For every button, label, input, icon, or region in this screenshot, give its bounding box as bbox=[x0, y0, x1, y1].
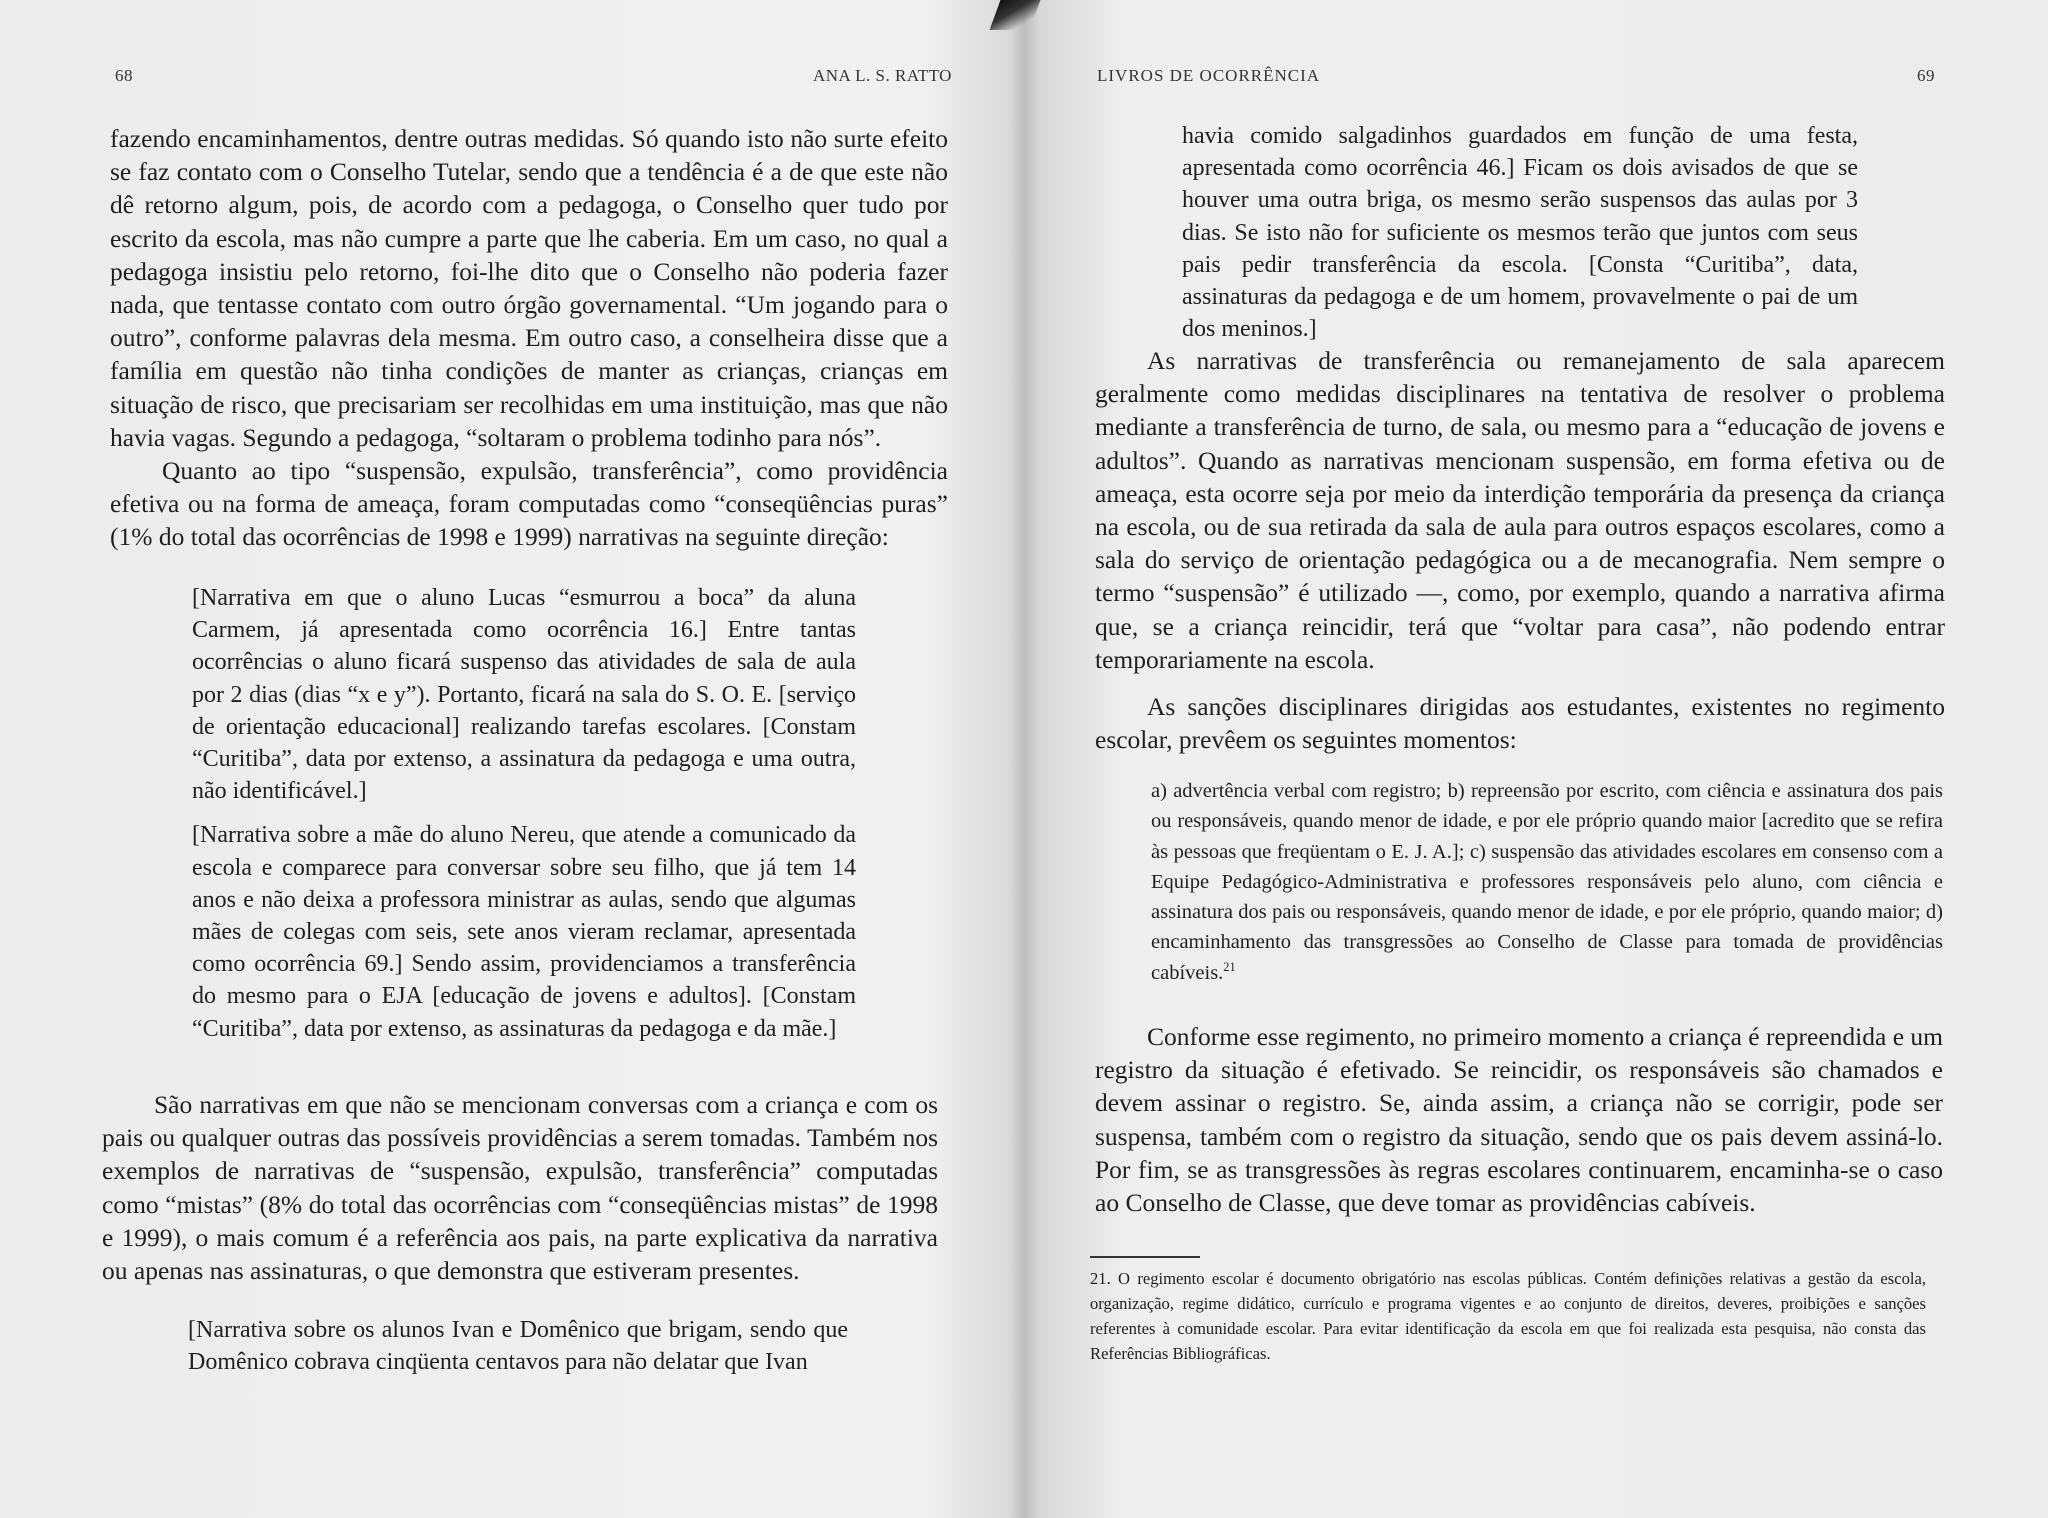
right-paragraph-3: Conforme esse regimento, no primeiro momento a criança é repreendida e um registro da situação é efetivado. Se reincidir, os responsáveis são chamados e devem assinar o registro. Se, ainda assim, a criança não se corrigir, pode ser suspensa, também com o registro da situação, sendo que os pais devem assiná-lo. Por fim, se as transgressões às regras escolares continuarem, encaminha-se o caso ao Conselho de Classe, que deve tomar as providências cabíveis. bbox=[1095, 1022, 1943, 1218]
left-body-block-2 bbox=[102, 1088, 938, 1287]
right-running-head: LIVROS DE OCORRÊNCIA bbox=[1097, 66, 1321, 85]
block-quote-1: [Narrativa em que o aluno Lucas “esmurrou a boca” da aluna Carmem, já apresentada como ocorrência 16.] Entre tantas ocorrências o aluno ficará suspenso das atividades de sala de aula por 2 dias (dias “x e y”). Portanto, ficará na sala do S. O. E. [serviço de orientação educacional] realizando tarefas escolares. [Constam “Curitiba”, data por extenso, a assinatura da pedagoga e uma outra, não identificável.] bbox=[192, 585, 856, 805]
left-body-block-1 bbox=[110, 122, 948, 554]
left-quote-3-wrap bbox=[188, 1314, 848, 1390]
right-paragraph-2: As sanções disciplinares dirigidas aos estudantes, existentes no regimento escolar, prevêem os seguintes momentos: bbox=[1095, 692, 1945, 755]
left-running-head: ANA L. S. RATTO bbox=[813, 66, 952, 85]
footnote-rule bbox=[1090, 1256, 1200, 1258]
left-page-number: 68 bbox=[115, 66, 133, 85]
left-paragraph-3: São narrativas em que não se mencionam conversas com a criança e com os pais ou qualquer outras das possíveis providências a serem tomadas. Também nos exemplos de narrativas de “suspensão, expulsão, transferência” computadas como “mistas” (8% do total das ocorrências com “conseqüências mistas” de 1998 e 1999), o mais comum é a referência aos pais, na parte explicativa da narrativa ou apenas nas assinaturas, o que demonstra que estiveram presentes. bbox=[102, 1090, 938, 1286]
right-body-block-2 bbox=[1095, 1020, 1943, 1219]
footnote-mark: 21 bbox=[1223, 959, 1236, 974]
right-page-number: 69 bbox=[1917, 66, 1935, 85]
block-quote-continued: havia comido salgadinhos guardados em função de uma festa, apresentada como ocorrência 46.] Ficam os dois avisados de que se houver uma outra briga, os mesmo serão suspensos das aulas por 3 dias. Se isto não for suficiente os mesmos terão que juntos com seus pais pedir transferência da escola. [Consta “Curitiba”, data, assinaturas da pedagoga e de um homem, provavelmente o pai de um dos meninos.] bbox=[1182, 123, 1858, 343]
block-quote-3: [Narrativa sobre os alunos Ivan e Domênico que brigam, sendo que Domênico cobrava cinqüenta centavos para não delatar que Ivan bbox=[188, 1317, 848, 1376]
right-quote-cont-wrap bbox=[1182, 120, 1858, 357]
right-paragraph-1: As narrativas de transferência ou remanejamento de sala aparecem geralmente como medidas disciplinares na tentativa de resolver o problema mediante a transferência de turno, de sala, ou mesmo para a “educação de jovens e adultos”. Quando as narrativas mencionam suspensão, em forma efetiva ou de ameaça, esta ocorre seja por meio da interdição temporária da presença da criança na escola, ou de sua retirada da sala de aula para outros espaços escolares, como a sala do serviço de orientação pedagógica ou a de mecanografia. Nem sempre o termo “suspensão” é utilizado —, como, por exemplo, quando a narrativa afirma que, se a criança reincidir, terá que “voltar para casa”, não podendo entrar temporariamente na escola. bbox=[1095, 346, 1945, 674]
left-quotes bbox=[192, 582, 856, 1057]
left-paragraph-2: Quanto ao tipo “suspensão, expulsão, transferência”, como providência efetiva ou na forma de ameaça, foram computadas como “conseqüências puras” (1% do total das ocorrências de 1998 e 1999) narrativas na seguinte direção: bbox=[110, 456, 948, 552]
footnote-21: 21. O regimento escolar é documento obrigatório nas escolas públicas. Contém definições relativas a gestão da escola, organização, regime didático, currículo e programa vigentes e ao conjunto de direitos, deveres, proibições e sanções referentes à comunidade escolar. Para evitar identificação da escola em que foi realizada esta pesquisa, não consta das Referências Bibliográficas. bbox=[1090, 1269, 1926, 1363]
left-paragraph-1: fazendo encaminhamentos, dentre outras medidas. Só quando isto não surte efeito se faz contato com o Conselho Tutelar, sendo que a tendência é a de que este não dê retorno algum, pois, de acordo com a pedagoga, o Conselho quer tudo por escrito da escola, mas não cumpre a parte que lhe caberia. Em um caso, no qual a pedagoga insistiu pelo retorno, foi-lhe dito que o Conselho não poderia fazer nada, que tentasse contato com outro órgão governamental. “Um jogando para o outro”, conforme palavras dela mesma. Em outro caso, a conselheira disse que a família em questão não tinha condições de manter as crianças, crianças em situação de risco, que precisariam ser recolhidas em uma instituição, mas que não havia vagas. Segundo a pedagoga, “soltaram o problema todinho para nós”. bbox=[110, 124, 948, 452]
right-regimento-quote bbox=[1151, 776, 1943, 988]
block-quote-2: [Narrativa sobre a mãe do aluno Nereu, que atende a comunicado da escola e comparece para conversar sobre seu filho, que já tem 14 anos e não deixa a professora ministrar as aulas, sendo que algumas mães de colegas com seis, sete anos vieram reclamar, apresentada como ocorrência 69.] Sendo assim, providenciamos a transferência do mesmo para o EJA [educação de jovens e adultos]. [Constam “Curitiba”, data por extenso, as assinaturas da pedagoga e da mãe.] bbox=[192, 822, 856, 1042]
regimento-quote-text: a) advertência verbal com registro; b) repreensão por escrito, com ciência e assinatura dos pais ou responsáveis, quando menor de idade, e por ele próprio quando maior [acredito que se refira às pessoas que freqüentam o E. J. A.]; c) suspensão das atividades escolares em consenso com a Equipe Pedagógico-Administrativa e professores responsáveis pelo aluno, com ciência e assinatura dos pais ou responsáveis, quando menor de idade, e por ele próprio, quando maior; d) encaminhamento das transgressões ao Conselho de Classe para tomada de providências cabíveis. bbox=[1151, 780, 1943, 984]
right-body-block-1 bbox=[1095, 344, 1945, 756]
left-page bbox=[0, 0, 1015, 1518]
